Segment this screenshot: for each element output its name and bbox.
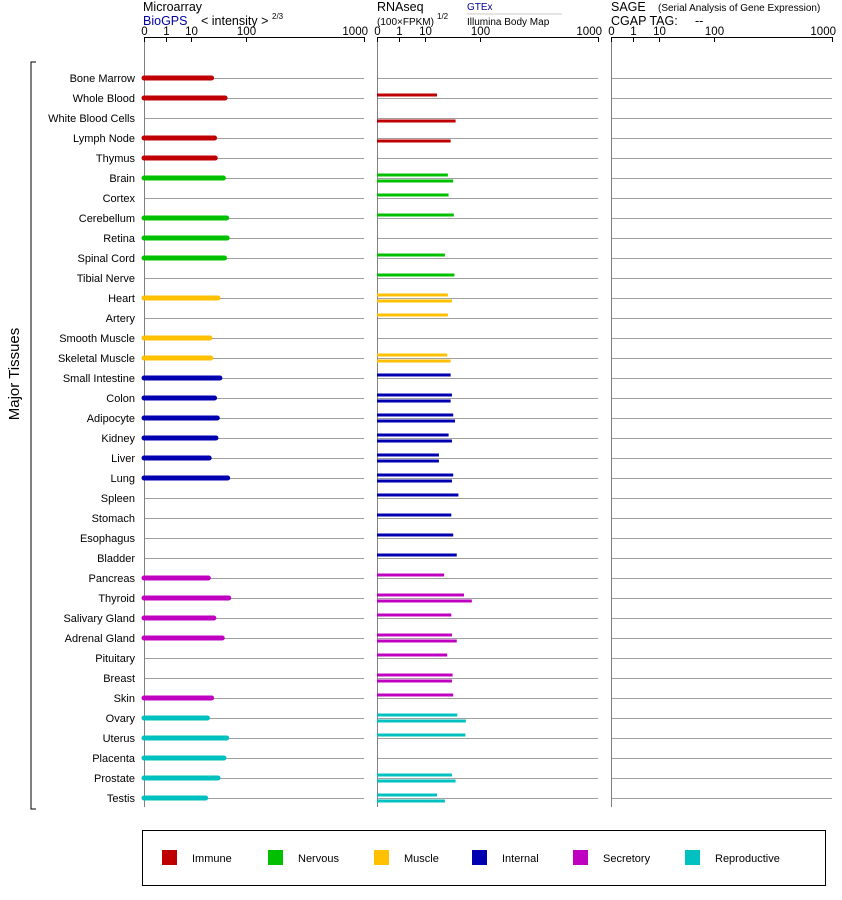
tissue-label: Small Intestine bbox=[62, 373, 135, 385]
tissue-label: Esophagus bbox=[79, 533, 135, 545]
y-axis-title: Major Tissues bbox=[6, 327, 23, 421]
tissue-label: Bladder bbox=[97, 553, 135, 565]
tick-label: 1 bbox=[396, 26, 403, 38]
tissue-label: Brain bbox=[109, 173, 135, 185]
tissue-label: Lymph Node bbox=[73, 133, 135, 145]
rnaseq-source-gtex: GTEx bbox=[467, 2, 493, 13]
tissue-label: Salivary Gland bbox=[63, 613, 135, 625]
tissue-label: Adipocyte bbox=[86, 413, 135, 425]
legend-label: Immune bbox=[192, 853, 232, 865]
tissue-label: Thyroid bbox=[98, 593, 135, 605]
microarray-source: BioGPS bbox=[143, 14, 188, 28]
tissue-label: Skin bbox=[113, 693, 135, 705]
tick-label: 1 bbox=[163, 26, 170, 38]
legend-swatch bbox=[268, 850, 283, 865]
tissue-label: Spinal Cord bbox=[77, 253, 135, 265]
sage-tag-value: -- bbox=[695, 14, 704, 28]
legend-item-internal bbox=[472, 850, 539, 865]
tissue-label: Retina bbox=[103, 233, 135, 245]
tissue-label: Colon bbox=[106, 393, 135, 405]
tissue-label: Placenta bbox=[92, 753, 135, 765]
tissue-label: Whole Blood bbox=[72, 93, 135, 105]
legend-swatch bbox=[374, 850, 389, 865]
tick-label: 10 bbox=[653, 26, 666, 38]
tick-label: 0 bbox=[141, 26, 148, 38]
legend-swatch bbox=[162, 850, 177, 865]
microarray-unit-exponent: 2/3 bbox=[272, 12, 284, 21]
tissue-label: White Blood Cells bbox=[48, 113, 135, 125]
tick-label: 1000 bbox=[342, 26, 368, 38]
tissue-label: Cortex bbox=[102, 193, 135, 205]
tissue-label: Kidney bbox=[101, 433, 135, 445]
tissue-label: Cerebellum bbox=[78, 213, 135, 225]
legend-swatch bbox=[472, 850, 487, 865]
tissue-label: Smooth Muscle bbox=[59, 333, 135, 345]
legend-item-muscle bbox=[374, 850, 439, 865]
tick-label: 10 bbox=[419, 26, 432, 38]
tick-label: 100 bbox=[704, 26, 725, 38]
tick-label: 1000 bbox=[576, 26, 602, 38]
rnaseq-unit: (100×FPKM) bbox=[377, 17, 434, 28]
tissue-label: Heart bbox=[108, 293, 135, 305]
legend-label: Secretory bbox=[603, 853, 651, 865]
legend-label: Nervous bbox=[298, 853, 339, 865]
tissue-label: Ovary bbox=[105, 713, 135, 725]
tissue-label: Pituitary bbox=[95, 653, 135, 665]
legend-swatch bbox=[685, 850, 700, 865]
rnaseq-unit-exponent: 1/2 bbox=[437, 12, 449, 21]
tissue-label: Tibial Nerve bbox=[76, 273, 135, 285]
tissue-label: Breast bbox=[103, 673, 135, 685]
tissue-label: Bone Marrow bbox=[69, 73, 135, 85]
legend-label: Reproductive bbox=[715, 853, 780, 865]
rnaseq-source-ibm: Illumina Body Map bbox=[467, 17, 550, 28]
tissue-group-bracket bbox=[31, 62, 36, 809]
rnaseq-title: RNAseq bbox=[377, 0, 424, 14]
tissue-label: Artery bbox=[105, 313, 135, 325]
legend-label: Muscle bbox=[404, 853, 439, 865]
tissue-label: Testis bbox=[106, 793, 135, 805]
tick-label: 10 bbox=[185, 26, 198, 38]
tissue-label: Stomach bbox=[91, 513, 135, 525]
legend-item-secretory bbox=[573, 850, 651, 865]
tissue-label: Liver bbox=[111, 453, 135, 465]
tissue-label: Prostate bbox=[94, 773, 135, 785]
sage-axis bbox=[608, 26, 836, 807]
tissue-label: Uterus bbox=[102, 733, 135, 745]
legend-swatch bbox=[573, 850, 588, 865]
microarray-unit: < intensity > bbox=[201, 14, 269, 28]
tick-label: 0 bbox=[374, 26, 381, 38]
sage-tag-label: CGAP TAG: bbox=[611, 14, 678, 28]
tick-label: 1 bbox=[630, 26, 637, 38]
sage-subtitle: (Serial Analysis of Gene Expression) bbox=[658, 3, 821, 14]
legend-item-nervous bbox=[268, 850, 339, 865]
tissue-label: Skeletal Muscle bbox=[57, 353, 135, 365]
legend-label: Internal bbox=[502, 853, 539, 865]
tick-label: 0 bbox=[608, 26, 615, 38]
legend-item-reproductive bbox=[685, 850, 780, 865]
tick-label: 100 bbox=[470, 26, 491, 38]
sage-title: SAGE bbox=[611, 0, 646, 14]
tissue-label: Pancreas bbox=[88, 573, 135, 585]
tissue-label: Lung bbox=[110, 473, 135, 485]
tick-label: 1000 bbox=[810, 26, 836, 38]
tissue-label: Adrenal Gland bbox=[64, 633, 135, 645]
tick-label: 100 bbox=[236, 26, 257, 38]
microarray-title: Microarray bbox=[143, 0, 203, 14]
tissue-label: Thymus bbox=[95, 153, 135, 165]
tissue-label: Spleen bbox=[100, 493, 135, 505]
legend-item-immune bbox=[162, 850, 232, 865]
